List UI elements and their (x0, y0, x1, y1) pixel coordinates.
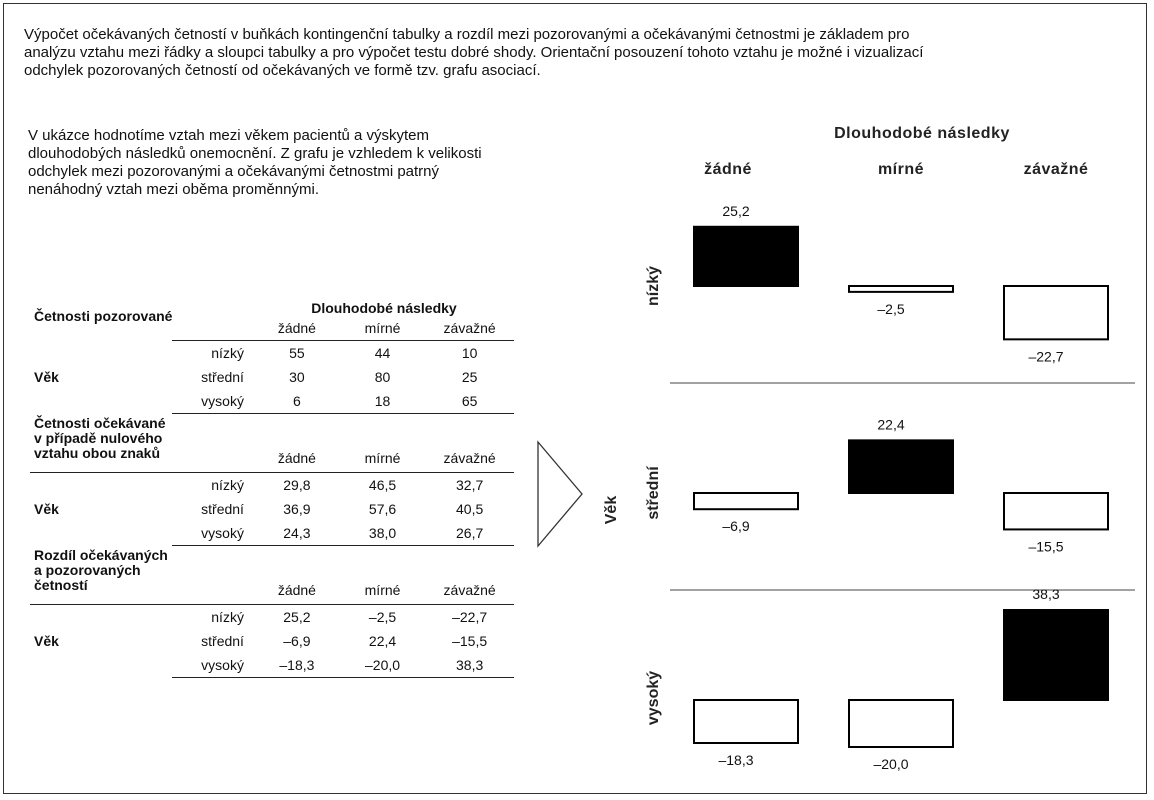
chart-column-label: závažné (1023, 161, 1089, 178)
row-level: vysoký (172, 653, 253, 678)
table-cell: 32,7 (456, 477, 484, 493)
association-bar (694, 227, 798, 286)
row-level: nízký (211, 609, 244, 625)
table-cell: 36,9 (283, 501, 311, 517)
row-level: střední (201, 369, 244, 385)
column-header: závažné (425, 316, 514, 341)
intro-line: analýzu vztahu mezi řádky a sloupci tabulky a pro výpočet testu dobré shody. Orientační posouzení tohoto vztahu je možné i vizualizací (24, 44, 924, 61)
description-paragraph (28, 127, 588, 199)
difference-title-line: četností (34, 577, 88, 593)
difference-title-line: Rozdíl očekávaných (34, 547, 168, 563)
association-bar (694, 700, 798, 743)
column-header: závažné (425, 414, 514, 473)
table-cell: 25 (461, 369, 478, 385)
association-bar (694, 493, 798, 509)
table-cell: 26,7 (425, 521, 514, 546)
table-cell: 38,3 (425, 653, 514, 678)
bar-value-label: –6,9 (722, 518, 750, 535)
chart-row-label: vysoký (645, 670, 662, 726)
bar-value-label: –20,0 (873, 756, 909, 772)
row-level: vysoký (172, 521, 253, 546)
column-header: závažné (425, 546, 514, 605)
table-cell: 55 (289, 345, 305, 361)
table-header-row (30, 546, 514, 605)
table-cell: –18,3 (254, 653, 340, 678)
bar-value-label: 25,2 (722, 202, 750, 219)
chart-title: Dlouhodobé následky (834, 125, 1010, 142)
row-level: nízký (211, 345, 244, 361)
table-row (30, 473, 514, 498)
bar-value-label: 38,3 (1032, 585, 1060, 602)
observed-title: Četnosti pozorované (34, 308, 173, 325)
table-header-row (30, 414, 514, 473)
chart-column-label: mírné (877, 161, 925, 178)
difference-title (30, 546, 254, 605)
table-cell: 46,5 (368, 477, 397, 493)
association-bar (849, 700, 953, 747)
bar-value-label: –15,5 (1028, 538, 1064, 555)
bar-value-label: –2,5 (877, 300, 905, 317)
association-bar (1004, 610, 1108, 700)
table-cell: 25,2 (283, 609, 311, 625)
bar-value-label: –22,7 (1028, 348, 1064, 365)
chart-row-label: střední (645, 466, 662, 520)
association-bar (1004, 493, 1108, 529)
association-bar (849, 286, 953, 292)
chart-row-label: nízký (645, 265, 662, 307)
description-line: dlouhodobých následků onemocnění. Z grafu je vzhledem k velikosti (28, 145, 482, 162)
row-axis-label: Věk (603, 495, 620, 525)
table-cell: 40,5 (456, 501, 484, 517)
table-cell: 30 (289, 369, 305, 385)
association-bar (1004, 286, 1108, 339)
table-row (30, 605, 514, 630)
column-header: žádné (254, 414, 340, 473)
table-cell: 18 (340, 389, 425, 414)
expected-title-line: vztahu obou znaků (34, 445, 160, 461)
table-cell: 24,3 (254, 521, 340, 546)
table-header-row (30, 292, 514, 316)
bar-value-label: –18,3 (718, 752, 754, 769)
row-variable-label: Věk (34, 369, 59, 385)
bar-value-label: 22,4 (877, 416, 905, 433)
column-header: žádné (254, 316, 340, 341)
table-cell: 29,8 (283, 477, 311, 493)
arrow-right-icon (536, 440, 586, 548)
expected-title-line: v případě nulového (34, 430, 163, 446)
row-level: vysoký (172, 389, 253, 414)
column-header: mírné (340, 316, 425, 341)
description-line: nenáhodný vztah mezi oběma proměnnými. (28, 181, 319, 198)
row-level: střední (201, 633, 244, 649)
table-cell: –6,9 (283, 633, 311, 649)
description-line: odchylek mezi pozorovanými a očekávanými četnostmi patrný (28, 163, 440, 180)
table-cell: –20,0 (340, 653, 425, 678)
table-cell: 80 (374, 369, 391, 385)
row-level: nízký (211, 477, 244, 493)
table-cell: 44 (374, 345, 391, 361)
group-header: Dlouhodobé následky (311, 300, 457, 316)
row-variable-label: Věk (34, 633, 59, 650)
difference-title-line: a pozorovaných (34, 562, 141, 578)
association-bar (849, 440, 953, 493)
chart-column-label: žádné (704, 161, 752, 178)
column-header: žádné (254, 546, 340, 605)
frequency-table (30, 292, 514, 678)
column-header: mírné (340, 546, 425, 605)
row-level: střední (201, 501, 244, 517)
table-cell: 6 (254, 389, 340, 414)
expected-title (30, 414, 254, 473)
table-cell: 10 (461, 345, 478, 361)
description-line: V ukázce hodnotíme vztah mezi věkem pacientů a výskytem (28, 127, 430, 144)
intro-paragraph (24, 26, 1104, 80)
table-cell: –15,5 (452, 633, 488, 649)
association-chart (600, 110, 1145, 788)
intro-line: odchylek pozorovaných četností od očekávaných ve formě tzv. grafu asociací. (24, 62, 541, 79)
column-header: mírné (340, 414, 425, 473)
table-cell: 65 (425, 389, 514, 414)
row-variable-label: Věk (34, 501, 59, 518)
table-row (30, 341, 514, 366)
table-cell: 38,0 (340, 521, 425, 546)
expected-title-line: Četnosti očekávané (34, 415, 166, 431)
intro-line: Výpočet očekávaných četností v buňkách kontingenční tabulky a rozdíl mezi pozorovanými a očekávanými četnostmi je základem pro (24, 26, 910, 43)
table-cell: 57,6 (368, 501, 397, 517)
table-cell: –22,7 (452, 609, 488, 625)
table-cell: –2,5 (368, 609, 397, 625)
table-cell: 22,4 (368, 633, 397, 649)
